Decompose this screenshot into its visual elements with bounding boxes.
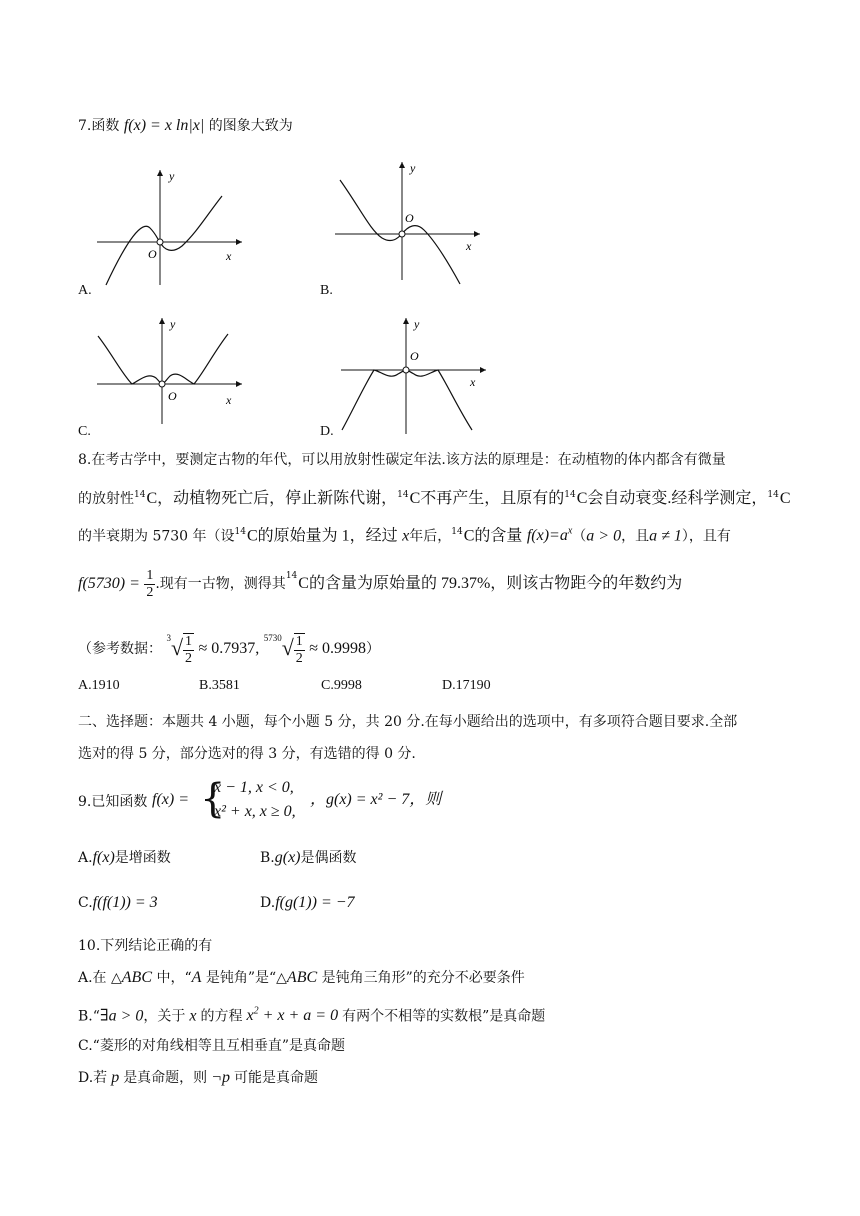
text: C的含量 xyxy=(463,527,523,545)
q7-stem xyxy=(78,116,293,136)
triangle-abc: ABC xyxy=(121,969,152,986)
q10-option-c[interactable]: C.“菱形的对角线相等且互相垂直”是真命题 xyxy=(78,1038,345,1054)
var-p: p xyxy=(107,1069,124,1086)
text: 年后， xyxy=(409,528,452,545)
text: 是偶函数 xyxy=(300,850,357,866)
q8-line3 xyxy=(78,522,731,546)
triangle-abc: ABC xyxy=(286,969,318,986)
superscript: 14 xyxy=(134,490,146,500)
formula: g(x) xyxy=(274,849,301,866)
text: A.在 △ xyxy=(78,970,122,986)
origin-label: O xyxy=(168,389,177,403)
text: C，动植物死亡后，停止新陈代谢， xyxy=(146,490,398,507)
superscript: 14 xyxy=(397,490,409,500)
text: ，且 xyxy=(621,528,650,545)
q7-suffix: 的图象大致为 xyxy=(208,118,293,134)
label: C. xyxy=(78,895,93,911)
q10-option-d[interactable] xyxy=(78,1068,318,1088)
text: 有两个不相等的实数根”是真命题 xyxy=(342,1008,546,1025)
text: ） xyxy=(366,641,381,657)
formula-fx: $f(x)=a^x$ xyxy=(526,526,573,545)
origin-label: O xyxy=(410,349,419,363)
text: C不再产生，且原有的 xyxy=(409,490,565,507)
q10-option-a[interactable] xyxy=(78,968,525,988)
formula-f5730: f(5730) = xyxy=(78,575,140,592)
q8-choice-b[interactable]: B.3581 xyxy=(199,678,240,693)
q7-option-b[interactable]: B. xyxy=(320,283,333,298)
x-arrow-icon xyxy=(474,231,480,237)
formula-a-ne1: a ≠ 1 xyxy=(649,527,682,545)
text: （ xyxy=(572,528,587,545)
piece1: x − 1, x < 0, xyxy=(214,779,294,796)
text: B.“ xyxy=(78,1008,100,1025)
x-label: x xyxy=(466,239,472,253)
superscript: 14 xyxy=(767,490,779,500)
q9-option-c[interactable] xyxy=(78,893,158,913)
text: 是钝角三角形”的充分不必要条件 xyxy=(317,970,525,986)
not-p: ¬p xyxy=(207,1069,234,1086)
x-label: x xyxy=(470,375,476,389)
var-x: x xyxy=(402,527,410,545)
text: ≈ 0.7937, xyxy=(198,640,260,657)
q7-option-d[interactable]: D. xyxy=(320,424,334,439)
curve xyxy=(342,370,472,430)
text: 是增函数 xyxy=(114,850,171,866)
root-5730-half: $^{5730}$√ $\frac{1}{2}$ xyxy=(263,633,303,666)
text: C的含量为原始量的 79.37%，则该古物距今的年数约为 xyxy=(298,575,683,592)
text: .现有一古物，测得其 xyxy=(155,576,286,592)
q9-option-d[interactable] xyxy=(260,893,355,913)
x-arrow-icon xyxy=(236,239,242,245)
section2-line1: 二、选择题：本题共 4 小题，每个小题 5 分，共 20 分.在每小题给出的选项中，有多项符合题目要求.全部 xyxy=(78,714,738,730)
text: ≈ 0.9998 xyxy=(309,640,367,657)
origin-label: O xyxy=(405,211,414,225)
text: 的放射性 xyxy=(78,491,134,507)
fraction-half: $\frac{1}{2}$ xyxy=(146,567,154,600)
origin-label: O xyxy=(148,247,157,261)
y-label: y xyxy=(410,161,416,175)
label: A. xyxy=(78,850,93,866)
q10-option-b[interactable] xyxy=(78,1002,545,1026)
text: C的原始量为 1，经过 xyxy=(246,527,398,545)
superscript: 14 xyxy=(234,527,246,538)
text: 是钝角”是“△ xyxy=(201,970,287,986)
q8-line4 xyxy=(78,558,683,600)
text: ），且有 xyxy=(681,528,731,545)
x-arrow-icon xyxy=(480,367,486,373)
text: 中，“ xyxy=(152,970,192,986)
formula-exists: ∃a > 0 xyxy=(99,1007,144,1025)
q7-graph-b[interactable] xyxy=(330,158,490,288)
q7-graph-d[interactable] xyxy=(336,314,496,436)
open-point xyxy=(159,381,165,387)
text: 是真命题，则 xyxy=(123,1070,208,1086)
angle-a: A xyxy=(191,969,202,986)
equation: $x^2 + x + a = 0$ xyxy=(242,1006,343,1025)
q8-line1: 8.在考古学中，要测定古物的年代，可以用放射性碳定年法.该方法的原理是：在动植物的体内都含有微量 xyxy=(78,452,726,468)
curve xyxy=(98,334,228,384)
cube-root-half: $^3$√ $\frac{1}{2}$ xyxy=(166,633,193,666)
q8-choice-a[interactable]: A.1910 xyxy=(78,678,120,693)
y-label: y xyxy=(414,317,420,331)
y-arrow-icon xyxy=(399,162,405,168)
formula: f(f(1)) = 3 xyxy=(92,894,158,911)
text: （参考数据： xyxy=(78,641,162,657)
text: 的方程 xyxy=(200,1008,243,1025)
formula-g: ，g(x) = x² − 7，则 xyxy=(310,791,442,808)
q8-choice-d[interactable]: D.17190 xyxy=(442,678,491,693)
label: D. xyxy=(260,895,276,911)
q7-option-a[interactable]: A. xyxy=(78,283,92,298)
superscript: 14 xyxy=(285,571,298,581)
q8-choice-c[interactable]: C.9998 xyxy=(321,678,362,693)
text: 可能是真命题 xyxy=(233,1070,318,1086)
text: 的半衰期为 5730 年（设 xyxy=(78,528,235,545)
open-point xyxy=(399,231,405,237)
section2-line2: 选对的得 5 分，部分选对的得 3 分，有选错的得 0 分. xyxy=(78,746,416,762)
x-arrow-icon xyxy=(236,381,242,387)
text: C xyxy=(779,490,791,507)
q7-option-c[interactable]: C. xyxy=(78,424,91,439)
text: 9.已知函数 xyxy=(78,794,148,810)
superscript: 14 xyxy=(451,527,463,538)
open-point xyxy=(157,239,163,245)
q9-option-a[interactable] xyxy=(78,848,171,868)
brace-icon: { xyxy=(200,776,226,822)
formula-f: f(x) = xyxy=(152,791,189,808)
x-label: x xyxy=(226,249,232,263)
q7-prefix: 7.函数 xyxy=(78,118,120,134)
y-arrow-icon xyxy=(403,318,409,324)
y-label: y xyxy=(170,317,176,331)
curve xyxy=(106,196,222,285)
var-x: x xyxy=(185,1007,201,1025)
label: B. xyxy=(260,850,275,866)
formula: f(x) xyxy=(92,849,115,866)
q7-graph-c[interactable] xyxy=(92,314,252,426)
q7-formula: f(x) = x ln|x| xyxy=(123,117,205,134)
q7-graph-a[interactable] xyxy=(92,160,252,290)
root-index: 5730 xyxy=(263,633,282,643)
q8-reference xyxy=(78,618,381,666)
superscript: 14 xyxy=(564,490,576,500)
q10-title: 10.下列结论正确的有 xyxy=(78,938,213,954)
y-arrow-icon xyxy=(157,170,163,176)
open-point xyxy=(403,367,409,373)
text: D.若 xyxy=(78,1070,108,1086)
x-label: x xyxy=(226,393,232,407)
q9-option-b[interactable] xyxy=(260,848,357,868)
text: C会自动衰变.经科学测定， xyxy=(576,490,768,507)
formula-a-pos: a > 0 xyxy=(586,527,622,545)
text: ，关于 xyxy=(143,1008,186,1025)
piece2: x² + x, x ≥ 0, xyxy=(214,803,296,820)
y-arrow-icon xyxy=(159,318,165,324)
y-label: y xyxy=(169,169,175,183)
q8-line2 xyxy=(78,485,791,509)
formula: f(g(1)) = −7 xyxy=(275,894,355,911)
